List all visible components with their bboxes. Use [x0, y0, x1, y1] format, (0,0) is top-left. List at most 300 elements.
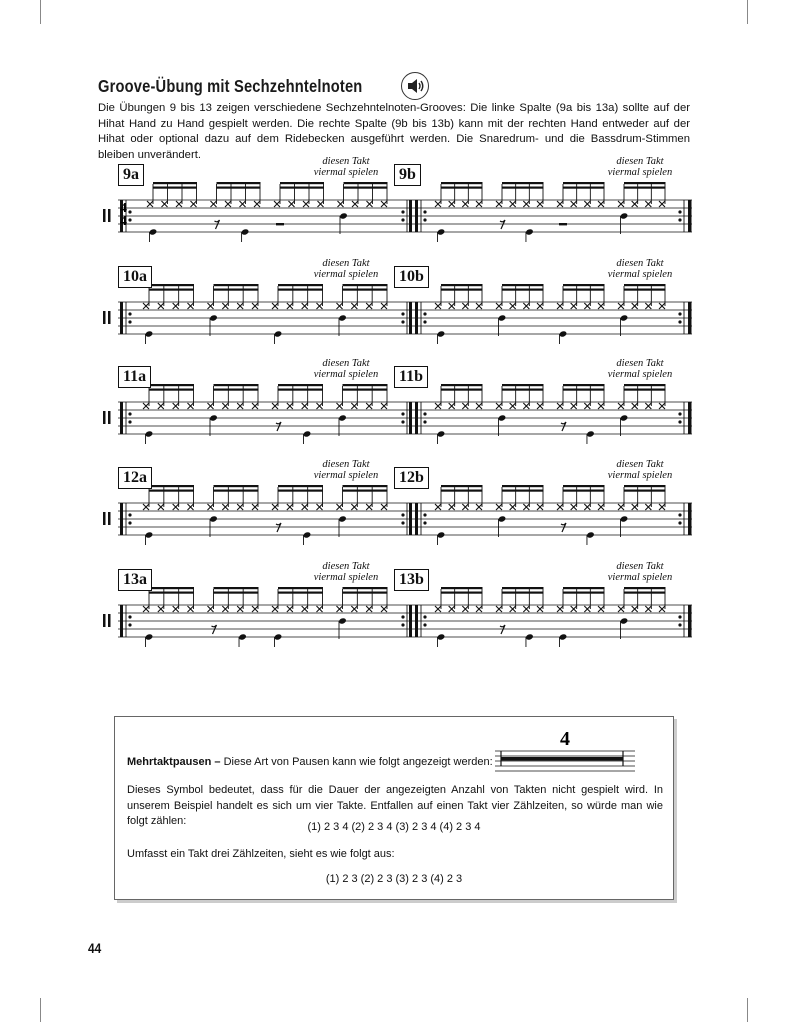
exercise-label-left: 11a [118, 366, 151, 388]
hihat-note [222, 504, 228, 510]
hihat-note [496, 403, 502, 409]
note-beam [502, 284, 544, 286]
hihat-note [173, 403, 179, 409]
note-beam [149, 284, 194, 286]
snare-note [498, 515, 507, 522]
hihat-note [537, 606, 543, 612]
repeat-dot [401, 210, 404, 213]
hihat-note [523, 201, 529, 207]
hihat-note [557, 303, 563, 309]
instruction-left: diesen Takt viermal spielen [313, 358, 379, 380]
section-heading [98, 72, 429, 100]
exercise-label-right: 10b [394, 266, 429, 288]
bass-note [241, 228, 250, 235]
bass-note [437, 430, 446, 437]
half-rest [276, 223, 284, 225]
instruction-right: diesen Takt viermal spielen [607, 258, 673, 280]
hihat-note [272, 303, 278, 309]
hihat-note [510, 303, 516, 309]
hihat-note [523, 403, 529, 409]
snare-note [338, 414, 347, 421]
hihat-note [381, 201, 387, 207]
hihat-note [645, 201, 651, 207]
hihat-note [173, 504, 179, 510]
hihat-note [659, 201, 665, 207]
hihat-note [462, 403, 468, 409]
hihat-note [351, 303, 357, 309]
bass-note [437, 228, 446, 235]
hihat-note [632, 403, 638, 409]
percussion-clef [103, 614, 106, 627]
page-number: 44 [88, 940, 102, 956]
hihat-note [496, 504, 502, 510]
note-beam [278, 490, 323, 492]
hihat-note [237, 403, 243, 409]
snare-note [338, 314, 347, 321]
repeat-dot [401, 412, 404, 415]
percussion-clef [103, 512, 106, 525]
hihat-note [598, 201, 604, 207]
hihat-note [272, 504, 278, 510]
note-beam [280, 187, 324, 189]
note-beam [278, 289, 323, 291]
hihat-note [557, 606, 563, 612]
hihat-note [337, 504, 343, 510]
hihat-note [449, 504, 455, 510]
hihat-note [337, 403, 343, 409]
hihat-note [252, 403, 258, 409]
hihat-note [272, 606, 278, 612]
repeat-dot [128, 623, 131, 626]
hihat-note [632, 303, 638, 309]
bass-note [238, 633, 247, 640]
note-beam [441, 490, 483, 492]
note-beam [343, 592, 388, 594]
repeat-barline [688, 605, 692, 637]
hihat-note [510, 403, 516, 409]
repeat-barline [409, 605, 412, 637]
repeat-dot [423, 312, 426, 315]
note-beam [624, 384, 666, 386]
exercise-row [96, 156, 696, 260]
hihat-note [188, 606, 194, 612]
note-beam [502, 389, 544, 391]
hihat-note [237, 606, 243, 612]
note-beam [441, 284, 483, 286]
hihat-note [158, 403, 164, 409]
hihat-note [338, 201, 344, 207]
repeat-dot [128, 412, 131, 415]
repeat-barline [409, 200, 412, 232]
repeat-barline [120, 302, 123, 334]
hihat-note [381, 606, 387, 612]
note-beam [502, 182, 544, 184]
bass-note [437, 531, 446, 538]
hihat-note [598, 504, 604, 510]
exercise-row [96, 258, 696, 362]
hihat-note [618, 403, 624, 409]
hihat-note [208, 504, 214, 510]
hihat-note [208, 606, 214, 612]
eighth-rest [212, 625, 217, 634]
bass-note [145, 430, 154, 437]
hihat-note [188, 303, 194, 309]
hihat-note [462, 303, 468, 309]
instruction-left: diesen Takt viermal spielen [313, 258, 379, 280]
exercise-row [96, 561, 696, 665]
note-beam [624, 587, 666, 589]
hihat-note [645, 303, 651, 309]
note-beam [343, 490, 388, 492]
bass-note [559, 330, 568, 337]
multirest-number: 4 [560, 728, 570, 750]
hihat-note [173, 303, 179, 309]
bass-note [149, 228, 158, 235]
hihat-note [302, 303, 308, 309]
hihat-note [287, 606, 293, 612]
hihat-note [143, 606, 149, 612]
note-beam [441, 187, 483, 189]
hihat-note [272, 403, 278, 409]
repeat-barline [688, 200, 692, 232]
hihat-note [366, 403, 372, 409]
hihat-note [302, 403, 308, 409]
hihat-note [571, 606, 577, 612]
eighth-rest [561, 422, 566, 431]
bass-note [525, 228, 534, 235]
hihat-note [237, 303, 243, 309]
hihat-note [158, 303, 164, 309]
three-beats-intro: Umfasst ein Takt drei Zählzeiten, sieht es wie folgt aus: [127, 848, 395, 860]
multirest-definition [127, 755, 493, 771]
hihat-note [162, 201, 168, 207]
note-beam [441, 485, 483, 487]
note-beam [624, 284, 666, 286]
note-beam [343, 485, 388, 487]
repeat-dot [401, 218, 404, 221]
hihat-note [462, 201, 468, 207]
note-beam [563, 485, 605, 487]
note-beam [563, 592, 605, 594]
hihat-note [435, 606, 441, 612]
percussion-clef [108, 209, 111, 222]
eighth-rest [561, 523, 566, 532]
hihat-note [211, 201, 217, 207]
note-beam [441, 592, 483, 594]
note-beam [441, 389, 483, 391]
count-three: (1) 2 3 (2) 2 3 (3) 2 3 (4) 2 3 [325, 873, 463, 885]
repeat-dot [423, 218, 426, 221]
repeat-dot [678, 320, 681, 323]
hihat-note [252, 504, 258, 510]
bass-note [145, 531, 154, 538]
hihat-note [598, 403, 604, 409]
hihat-note [537, 504, 543, 510]
repeat-barline [415, 402, 418, 434]
repeat-dot [128, 312, 131, 315]
instruction-left: diesen Takt viermal spielen [313, 459, 379, 481]
hihat-note [537, 201, 543, 207]
eighth-rest [276, 523, 281, 532]
hihat-note [449, 606, 455, 612]
percussion-clef [103, 311, 106, 324]
hihat-note [510, 201, 516, 207]
note-beam [280, 182, 324, 184]
snare-note [620, 212, 629, 219]
hihat-note [435, 201, 441, 207]
percussion-clef [103, 209, 106, 222]
hihat-note [435, 303, 441, 309]
hihat-note [366, 303, 372, 309]
hihat-note [476, 606, 482, 612]
hihat-note [584, 201, 590, 207]
hihat-note [632, 201, 638, 207]
note-beam [278, 284, 323, 286]
instruction-right: diesen Takt viermal spielen [607, 156, 673, 178]
repeat-barline [688, 402, 692, 434]
hihat-note [317, 303, 323, 309]
repeat-dot [401, 623, 404, 626]
bass-note [303, 430, 312, 437]
note-beam [214, 592, 259, 594]
repeat-dot [401, 615, 404, 618]
note-beam [502, 485, 544, 487]
exercise-label-right: 11b [394, 366, 428, 388]
hihat-note [302, 606, 308, 612]
time-signature-top: 4 [120, 201, 127, 216]
hihat-note [584, 504, 590, 510]
hihat-note [318, 201, 324, 207]
hihat-note [632, 606, 638, 612]
bass-note [437, 633, 446, 640]
repeat-barline [688, 302, 692, 334]
note-beam [149, 490, 194, 492]
snare-note [209, 314, 218, 321]
note-beam [563, 490, 605, 492]
exercise-label-left: 9a [118, 164, 144, 186]
bass-note [586, 430, 595, 437]
repeat-dot [128, 218, 131, 221]
hihat-note [618, 201, 624, 207]
bass-note [145, 330, 154, 337]
instruction-left: diesen Takt viermal spielen [313, 561, 379, 583]
bass-note [274, 330, 283, 337]
hihat-note [510, 504, 516, 510]
hihat-note [287, 403, 293, 409]
note-beam [441, 587, 483, 589]
instruction-right: diesen Takt viermal spielen [607, 358, 673, 380]
repeat-dot [423, 623, 426, 626]
hihat-note [571, 504, 577, 510]
note-beam [343, 389, 388, 391]
note-beam [563, 384, 605, 386]
bass-note [559, 633, 568, 640]
hihat-note [557, 504, 563, 510]
hihat-note [188, 403, 194, 409]
percussion-clef [108, 512, 111, 525]
snare-note [209, 414, 218, 421]
repeat-barline [415, 302, 418, 334]
exercise-label-left: 13a [118, 569, 152, 591]
note-beam [278, 384, 323, 386]
hihat-note [496, 201, 502, 207]
repeat-dot [401, 312, 404, 315]
hihat-note [143, 504, 149, 510]
term-label: Mehrtaktpausen – [127, 756, 221, 768]
hihat-note [289, 201, 295, 207]
repeat-dot [678, 210, 681, 213]
hihat-note [659, 606, 665, 612]
note-beam [214, 490, 259, 492]
snare-note [620, 414, 629, 421]
repeat-dot [401, 521, 404, 524]
hihat-note [510, 606, 516, 612]
bass-note [586, 531, 595, 538]
note-beam [563, 284, 605, 286]
note-beam [343, 284, 388, 286]
repeat-dot [423, 320, 426, 323]
repeat-dot [678, 420, 681, 423]
hihat-note [476, 201, 482, 207]
speaker-icon[interactable] [401, 72, 429, 100]
note-beam [278, 587, 323, 589]
hihat-note [462, 504, 468, 510]
note-beam [344, 182, 388, 184]
hihat-note [147, 201, 153, 207]
note-beam [214, 587, 259, 589]
page-title: Groove-Übung mit Sechzehntelnoten [98, 75, 363, 96]
note-beam [502, 289, 544, 291]
hihat-note [645, 606, 651, 612]
hihat-note [158, 504, 164, 510]
hihat-note [571, 303, 577, 309]
repeat-dot [678, 312, 681, 315]
exercise-row [96, 459, 696, 563]
note-beam [214, 485, 259, 487]
note-beam [149, 592, 194, 594]
percussion-clef [108, 411, 111, 424]
hihat-note [302, 504, 308, 510]
note-beam [441, 384, 483, 386]
note-beam [563, 587, 605, 589]
hihat-note [317, 606, 323, 612]
hihat-note [584, 606, 590, 612]
hihat-note [337, 606, 343, 612]
repeat-barline [409, 302, 412, 334]
note-beam [278, 389, 323, 391]
instruction-right: diesen Takt viermal spielen [607, 459, 673, 481]
note-beam [214, 284, 259, 286]
exercise-label-right: 9b [394, 164, 421, 186]
bass-note [437, 330, 446, 337]
hihat-note [449, 403, 455, 409]
hihat-note [240, 201, 246, 207]
repeat-dot [401, 320, 404, 323]
hihat-note [476, 303, 482, 309]
hihat-note [523, 606, 529, 612]
snare-note [620, 617, 629, 624]
multirest-explanation: Dieses Symbol bedeutet, dass für die Dauer der angezeigten Anzahl von Takten nicht gespielt wird. In unserem Beispiel handelt es sich um vier Takte. Entfallen auf einen Takt vier Zählzeiten, so würde man wie folgt zählen: [127, 784, 663, 827]
repeat-dot [128, 521, 131, 524]
hihat-note [173, 606, 179, 612]
hihat-note [176, 201, 182, 207]
repeat-dot [678, 623, 681, 626]
hihat-note [143, 403, 149, 409]
note-beam [149, 389, 194, 391]
hihat-note [381, 504, 387, 510]
note-beam [343, 289, 388, 291]
hihat-note [584, 303, 590, 309]
hihat-note [618, 303, 624, 309]
hihat-note [337, 303, 343, 309]
snare-note [620, 515, 629, 522]
hihat-note [208, 303, 214, 309]
exercise-label-right: 12b [394, 467, 429, 489]
crop-mark [40, 0, 41, 24]
note-beam [563, 389, 605, 391]
snare-note [338, 617, 347, 624]
percussion-clef [108, 614, 111, 627]
snare-note [498, 414, 507, 421]
note-beam [343, 384, 388, 386]
hihat-note [351, 403, 357, 409]
note-beam [278, 592, 323, 594]
info-box [114, 716, 674, 900]
repeat-barline [688, 503, 692, 535]
hihat-note [351, 504, 357, 510]
hihat-note [252, 303, 258, 309]
hihat-note [435, 504, 441, 510]
repeat-dot [678, 218, 681, 221]
repeat-dot [423, 420, 426, 423]
eighth-rest [215, 220, 220, 229]
hihat-note [435, 403, 441, 409]
eighth-rest [500, 220, 505, 229]
bass-note [274, 633, 283, 640]
hihat-note [584, 403, 590, 409]
repeat-dot [678, 521, 681, 524]
repeat-dot [128, 320, 131, 323]
snare-note [339, 212, 348, 219]
term-text: Diese Art von Pausen kann wie folgt angezeigt werden: [223, 756, 493, 768]
hihat-note [303, 201, 309, 207]
hihat-note [645, 504, 651, 510]
repeat-dot [401, 513, 404, 516]
hihat-note [381, 303, 387, 309]
note-beam [149, 289, 194, 291]
hihat-note [274, 201, 280, 207]
hihat-note [537, 403, 543, 409]
hihat-note [496, 606, 502, 612]
time-signature-bottom: 4 [120, 214, 127, 229]
note-beam [214, 384, 259, 386]
hihat-note [659, 504, 665, 510]
repeat-barline [120, 605, 123, 637]
note-beam [624, 187, 666, 189]
note-beam [624, 592, 666, 594]
hihat-note [598, 303, 604, 309]
note-beam [153, 182, 197, 184]
repeat-dot [128, 615, 131, 618]
repeat-dot [423, 210, 426, 213]
repeat-dot [678, 513, 681, 516]
repeat-barline [409, 503, 412, 535]
hihat-note [645, 403, 651, 409]
snare-note [338, 515, 347, 522]
note-beam [149, 485, 194, 487]
repeat-barline [120, 503, 123, 535]
eighth-rest [276, 422, 281, 431]
